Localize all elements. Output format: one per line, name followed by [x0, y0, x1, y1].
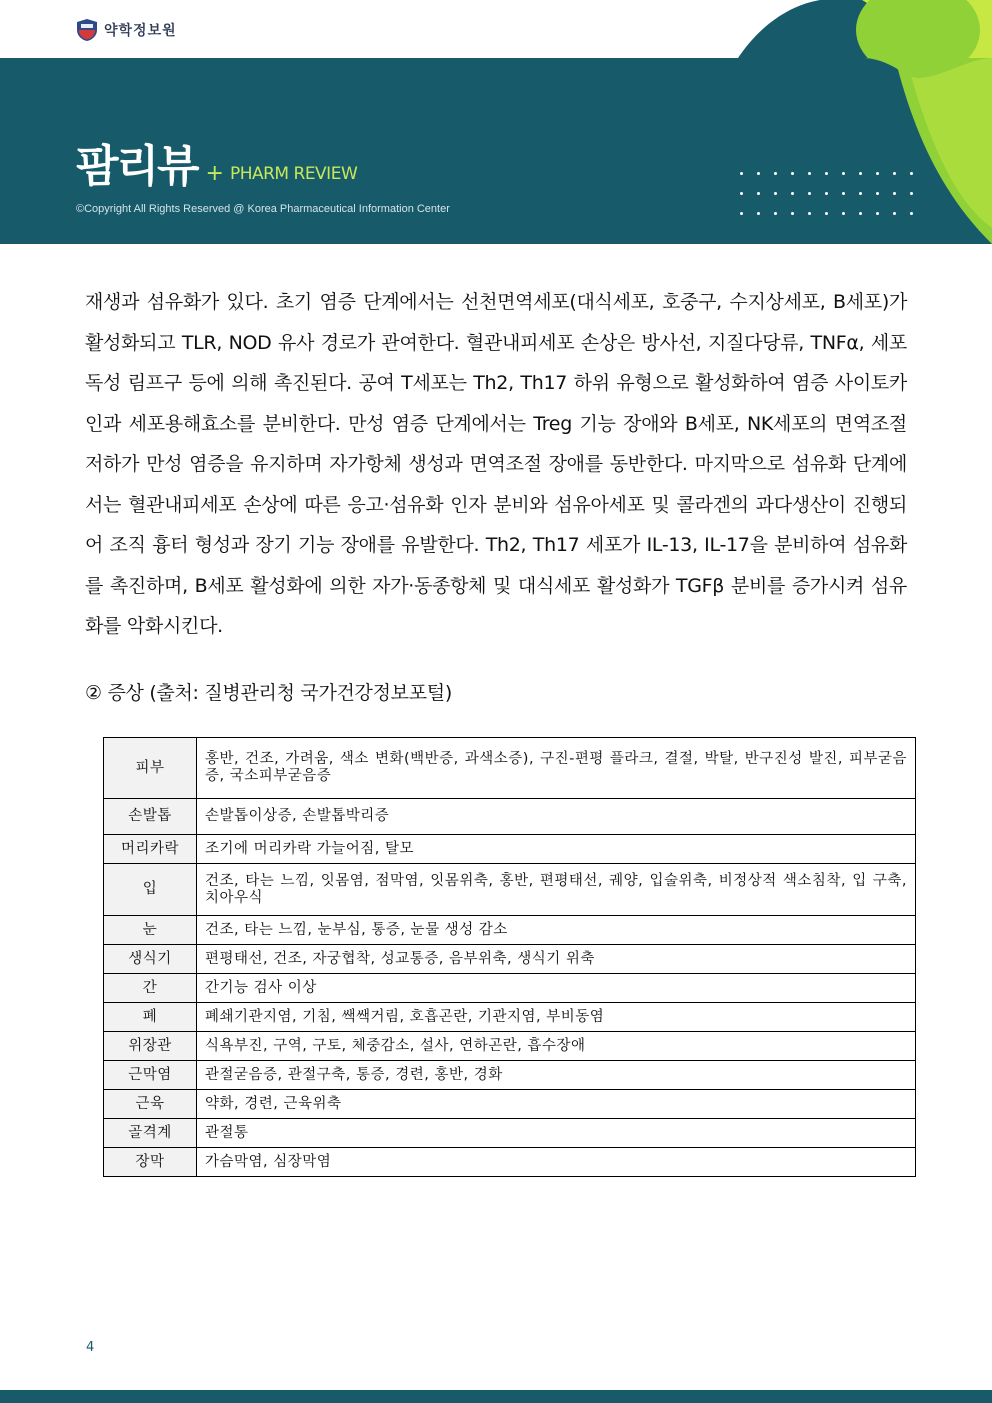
table-cell-category: 입	[104, 864, 197, 916]
page-title	[76, 142, 357, 192]
decor-dot	[842, 192, 845, 195]
section-heading: ② 증상 (출처: 질병관리청 국가건강정보포털)	[85, 682, 452, 704]
decor-dot	[893, 212, 896, 215]
decor-dot	[876, 172, 879, 175]
decor-dot	[876, 192, 879, 195]
footer-bar	[0, 1390, 992, 1403]
table-cell-symptoms: 가슴막염, 심장막염	[197, 1148, 916, 1177]
decor-dot	[740, 172, 743, 175]
table-cell-symptoms: 관절통	[197, 1119, 916, 1148]
table-row	[104, 1061, 916, 1090]
decor-dot	[791, 172, 794, 175]
decor-dot	[774, 212, 777, 215]
table-row	[104, 1119, 916, 1148]
title-plus: +	[205, 161, 224, 186]
table-cell-category: 골격계	[104, 1119, 197, 1148]
decor-dot	[808, 192, 811, 195]
table-cell-symptoms: 약화, 경련, 근육위축	[197, 1090, 916, 1119]
table-cell-symptoms: 편평태선, 건조, 자궁협착, 성교통증, 음부위축, 생식기 위축	[197, 945, 916, 974]
decor-dot	[910, 212, 913, 215]
table-cell-category: 피부	[104, 738, 197, 799]
table-row	[104, 916, 916, 945]
decor-dot	[774, 192, 777, 195]
table-cell-category: 장막	[104, 1148, 197, 1177]
decor-dot	[859, 172, 862, 175]
decor-dot	[740, 212, 743, 215]
table-cell-category: 생식기	[104, 945, 197, 974]
decor-dot	[910, 192, 913, 195]
decor-dot	[842, 172, 845, 175]
decor-dot	[825, 192, 828, 195]
decor-dot	[893, 172, 896, 175]
decor-dot	[791, 192, 794, 195]
body-paragraph: 재생과 섬유화가 있다. 초기 염증 단계에서는 선천면역세포(대식세포, 호중구, 수지상세포, B세포)가 활성화되고 TLR, NOD 유사 경로가 관여한다. 혈관내피세포 손상은 방사선, 지질다당류, TNFα, 세포독성 림프구 등에 의해 촉진된다. 공여 T세포는 Th2, Th17 하위 유형으로 활성화하여 염증 사이토카인과 세포용해효소를 분비한다. 만성 염증 단계에서는 Treg 기능 장애와 B세포, NK세포의 면역조절 저하가 만성 염증을 유지하며 자가항체 생성과 면역조절 장애를 동반한다. 마지막으로 섬유화 단계에서는 혈관내피세포 손상에 따른 응고·섬유화 인자 분비와 섬유아세포 및 콜라겐의 과다생산이 진행되어 조직 흉터 형성과 장기 기능 장애를 유발한다. Th2, Th17 세포가 IL-13, IL-17을 분비하여 섬유화를 촉진하며, B세포 활성화에 의한 자가·동종항체 및 대식세포 활성화가 TGFβ 분비를 증가시켜 섬유화를 악화시킨다.	[85, 291, 907, 637]
decor-dot	[876, 212, 879, 215]
table-row	[104, 945, 916, 974]
decor-dot	[825, 212, 828, 215]
table-cell-symptoms: 식욕부진, 구역, 구토, 체중감소, 설사, 연하곤란, 흡수장애	[197, 1032, 916, 1061]
table-cell-category: 근육	[104, 1090, 197, 1119]
decor-dot	[808, 172, 811, 175]
decor-dot	[791, 212, 794, 215]
table-row	[104, 738, 916, 799]
table-cell-category: 폐	[104, 1003, 197, 1032]
table-cell-category: 간	[104, 974, 197, 1003]
title-english: PHARM REVIEW	[229, 164, 358, 184]
table-cell-symptoms: 홍반, 건조, 가려움, 색소 변화(백반증, 과색소증), 구진-편평 플라크, 결절, 박탈, 반구진성 발진, 피부굳음증, 국소피부굳음증	[197, 738, 916, 799]
table-row	[104, 1032, 916, 1061]
decor-dot	[808, 212, 811, 215]
decor-dot	[893, 192, 896, 195]
decor-dot	[757, 172, 760, 175]
title-korean: 팜리뷰	[76, 141, 198, 192]
decor-dot	[859, 212, 862, 215]
table-cell-symptoms: 관절굳음증, 관절구축, 통증, 경련, 홍반, 경화	[197, 1061, 916, 1090]
decor-dot	[825, 172, 828, 175]
decor-dot	[757, 212, 760, 215]
table-cell-symptoms: 간기능 검사 이상	[197, 974, 916, 1003]
table-cell-category: 위장관	[104, 1032, 197, 1061]
decor-dot	[740, 192, 743, 195]
decor-dot	[774, 172, 777, 175]
header-top-decoration	[0, 0, 992, 58]
copyright-notice: ©Copyright All Rights Reserved @ Korea Pharmaceutical Information Center	[76, 203, 450, 215]
page-number: 4	[86, 1340, 95, 1355]
table-cell-category: 머리카락	[104, 835, 197, 864]
table-row	[104, 835, 916, 864]
table-cell-category: 손발톱	[104, 799, 197, 835]
table-cell-symptoms: 건조, 타는 느낌, 눈부심, 통증, 눈물 생성 감소	[197, 916, 916, 945]
decor-dot	[910, 172, 913, 175]
dot-pattern	[740, 172, 914, 215]
decor-dot	[859, 192, 862, 195]
table-cell-category: 눈	[104, 916, 197, 945]
top-bar	[0, 0, 992, 58]
table-row	[104, 864, 916, 916]
org-name: 약학정보원	[104, 23, 177, 39]
table-cell-symptoms: 건조, 타는 느낌, 잇몸염, 점막염, 잇몸위축, 홍반, 편평태선, 궤양, 입술위축, 비정상적 색소침착, 입 구축, 치아우식	[197, 864, 916, 916]
table-cell-symptoms: 손발톱이상증, 손발톱박리증	[197, 799, 916, 835]
decor-dot	[757, 192, 760, 195]
table-cell-symptoms: 조기에 머리카락 가늘어짐, 탈모	[197, 835, 916, 864]
table-row	[104, 1090, 916, 1119]
table-cell-category: 근막염	[104, 1061, 197, 1090]
decor-dot	[842, 212, 845, 215]
symptom-table	[103, 737, 916, 1177]
table-cell-symptoms: 폐쇄기관지염, 기침, 쌕쌕거림, 호흡곤란, 기관지염, 부비동염	[197, 1003, 916, 1032]
table-row	[104, 974, 916, 1003]
table-row	[104, 1003, 916, 1032]
table-row	[104, 1148, 916, 1177]
table-row	[104, 799, 916, 835]
